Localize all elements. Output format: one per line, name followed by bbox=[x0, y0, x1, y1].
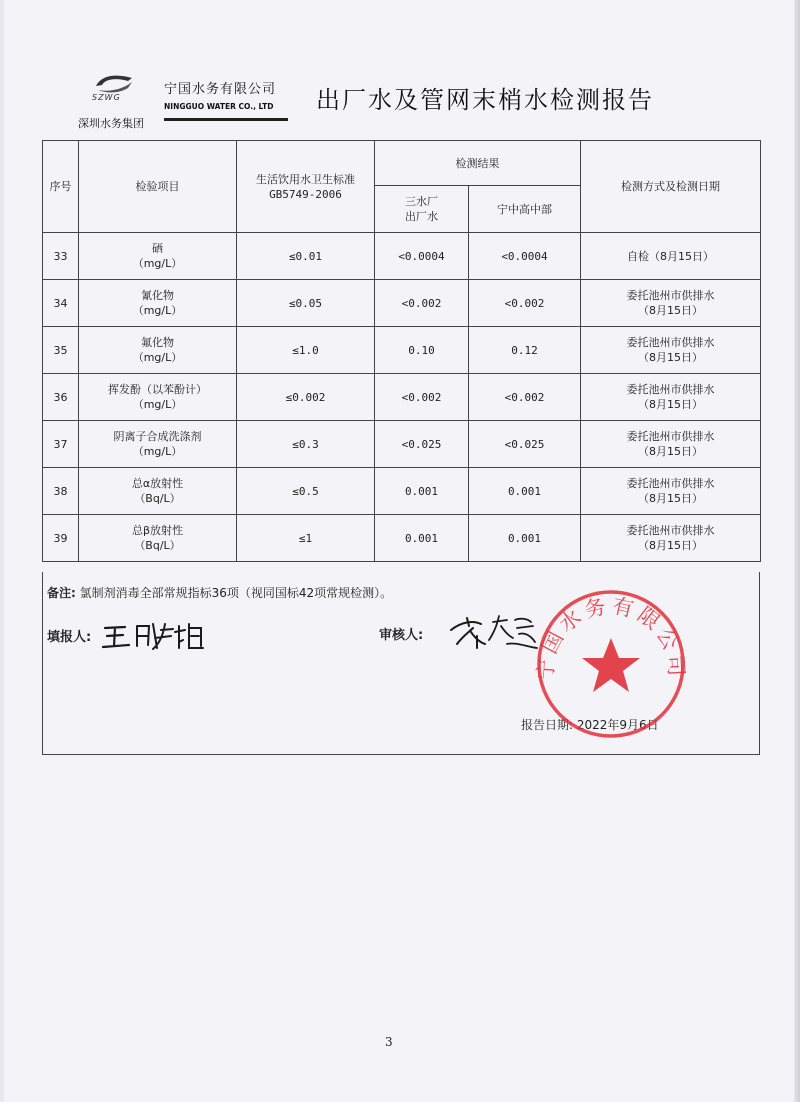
table-row bbox=[43, 515, 761, 562]
shenzhen-water-logo bbox=[78, 72, 158, 128]
item-unit: （Bq/L） bbox=[134, 492, 181, 505]
header-method: 检测方式及检测日期 bbox=[581, 141, 761, 233]
cell-method bbox=[581, 374, 761, 421]
remarks bbox=[47, 584, 392, 601]
method-line2: （8月15日） bbox=[638, 304, 703, 317]
cell-seq: 37 bbox=[43, 421, 79, 468]
cell-item bbox=[79, 374, 237, 421]
report-header bbox=[70, 68, 730, 130]
item-unit: （mg/L） bbox=[132, 304, 183, 317]
cell-site2: <0.002 bbox=[469, 374, 581, 421]
report-footer bbox=[42, 572, 760, 755]
header-site2: 宁中高中部 bbox=[469, 186, 581, 233]
cell-standard: ≤0.05 bbox=[237, 280, 375, 327]
cell-item bbox=[79, 468, 237, 515]
method-line1: 委托池州市供排水 bbox=[626, 524, 715, 537]
cell-standard: ≤0.01 bbox=[237, 233, 375, 280]
method-line2: （8月15日） bbox=[638, 445, 703, 458]
cell-standard: ≤0.3 bbox=[237, 421, 375, 468]
cell-site2: <0.025 bbox=[469, 421, 581, 468]
cell-seq: 38 bbox=[43, 468, 79, 515]
cell-site2: 0.12 bbox=[469, 327, 581, 374]
remarks-text: 氯制剂消毒全部常规指标36项（视同国标42项常规检测）。 bbox=[79, 586, 393, 600]
cell-standard: ≤0.002 bbox=[237, 374, 375, 421]
item-unit: （Bq/L） bbox=[134, 539, 181, 552]
method-line1: 委托池州市供排水 bbox=[626, 430, 715, 443]
cell-method bbox=[581, 421, 761, 468]
company-name-en: NINGGUO WATER CO., LTD bbox=[164, 102, 274, 111]
report-date: 报告日期: 2022年9月6日 bbox=[521, 718, 659, 732]
item-name: 氟化物 bbox=[141, 336, 174, 349]
cell-site2: 0.001 bbox=[469, 515, 581, 562]
header-standard bbox=[237, 141, 375, 233]
item-name: 硒 bbox=[152, 242, 163, 255]
company-underline bbox=[164, 118, 288, 121]
item-unit: （mg/L） bbox=[132, 351, 183, 364]
method-line1: 委托池州市供排水 bbox=[626, 477, 715, 490]
table-row bbox=[43, 421, 761, 468]
cell-site2: <0.002 bbox=[469, 280, 581, 327]
cell-site2: 0.001 bbox=[469, 468, 581, 515]
header-results: 检测结果 bbox=[375, 141, 581, 186]
cell-seq: 36 bbox=[43, 374, 79, 421]
method-line1: 自检（8月15日） bbox=[627, 249, 714, 263]
method-line1: 委托池州市供排水 bbox=[626, 336, 715, 349]
cell-item bbox=[79, 233, 237, 280]
item-name: 氰化物 bbox=[141, 289, 174, 302]
cell-seq: 34 bbox=[43, 280, 79, 327]
cell-method bbox=[581, 515, 761, 562]
cell-site1: <0.025 bbox=[375, 421, 469, 468]
item-name: 总α放射性 bbox=[131, 477, 184, 490]
cell-site1: 0.10 bbox=[375, 327, 469, 374]
item-unit: （mg/L） bbox=[132, 398, 183, 411]
cell-site1: <0.002 bbox=[375, 280, 469, 327]
header-item: 检验项目 bbox=[79, 141, 237, 233]
results-table bbox=[42, 140, 761, 562]
cell-standard: ≤1.0 bbox=[237, 327, 375, 374]
table-row bbox=[43, 374, 761, 421]
header-standard-line1: 生活饮用水卫生标准 bbox=[256, 172, 355, 186]
company-seal-icon bbox=[533, 586, 689, 742]
filled-by-label: 填报人: bbox=[47, 630, 92, 645]
method-line2: （8月15日） bbox=[638, 539, 703, 552]
cell-method bbox=[581, 327, 761, 374]
method-line1: 委托池州市供排水 bbox=[626, 383, 715, 396]
page-edge-left bbox=[0, 0, 4, 1102]
brand-mark: SZWG bbox=[92, 93, 121, 102]
method-line1: 委托池州市供排水 bbox=[626, 289, 715, 302]
cell-site2: <0.0004 bbox=[469, 233, 581, 280]
table-row bbox=[43, 468, 761, 515]
method-line2: （8月15日） bbox=[638, 492, 703, 505]
header-seq: 序号 bbox=[43, 141, 79, 233]
cell-site1: <0.0004 bbox=[375, 233, 469, 280]
cell-item bbox=[79, 515, 237, 562]
cell-method bbox=[581, 280, 761, 327]
company-name-cn: 宁国水务有限公司 bbox=[164, 82, 277, 97]
cell-site1: 0.001 bbox=[375, 468, 469, 515]
cell-standard: ≤0.5 bbox=[237, 468, 375, 515]
cell-method bbox=[581, 468, 761, 515]
company-block bbox=[164, 78, 292, 126]
item-unit: （mg/L） bbox=[132, 445, 183, 458]
remarks-label: 备注: bbox=[47, 586, 76, 600]
cell-site1: <0.002 bbox=[375, 374, 469, 421]
page-number: 3 bbox=[385, 1035, 393, 1049]
table-row bbox=[43, 233, 761, 280]
item-name: 总β放射性 bbox=[131, 524, 184, 537]
table-row bbox=[43, 327, 761, 374]
table-row bbox=[43, 280, 761, 327]
header-site1-line2: 出厂水 bbox=[405, 210, 438, 223]
cell-seq: 35 bbox=[43, 327, 79, 374]
cell-seq: 39 bbox=[43, 515, 79, 562]
cell-standard: ≤1 bbox=[237, 515, 375, 562]
header-site1 bbox=[375, 186, 469, 233]
cell-item bbox=[79, 280, 237, 327]
header-standard-line2: GB5749-2006 bbox=[269, 187, 342, 201]
reviewer-signature bbox=[447, 612, 547, 654]
group-name: 深圳水务集团 bbox=[78, 117, 144, 130]
header-site1-line1: 三水厂 bbox=[405, 195, 438, 208]
filled-by-signature bbox=[99, 618, 209, 654]
report-title: 出厂水及管网末梢水检测报告 bbox=[316, 86, 654, 114]
cell-site1: 0.001 bbox=[375, 515, 469, 562]
reviewer-label: 审核人: bbox=[379, 628, 424, 643]
svg-text:宁国水务有限公司: 宁国水务有限公司 bbox=[533, 593, 689, 681]
cell-item bbox=[79, 421, 237, 468]
cell-seq: 33 bbox=[43, 233, 79, 280]
cell-method bbox=[581, 233, 761, 280]
item-name: 挥发酚（以苯酚计） bbox=[108, 383, 207, 396]
item-unit: （mg/L） bbox=[132, 257, 183, 270]
method-line2: （8月15日） bbox=[638, 398, 703, 411]
swirl-logo-icon bbox=[92, 72, 136, 94]
cell-item bbox=[79, 327, 237, 374]
method-line2: （8月15日） bbox=[638, 351, 703, 364]
item-name: 阴离子合成洗涤剂 bbox=[113, 430, 202, 443]
page-edge-right bbox=[794, 0, 800, 1102]
